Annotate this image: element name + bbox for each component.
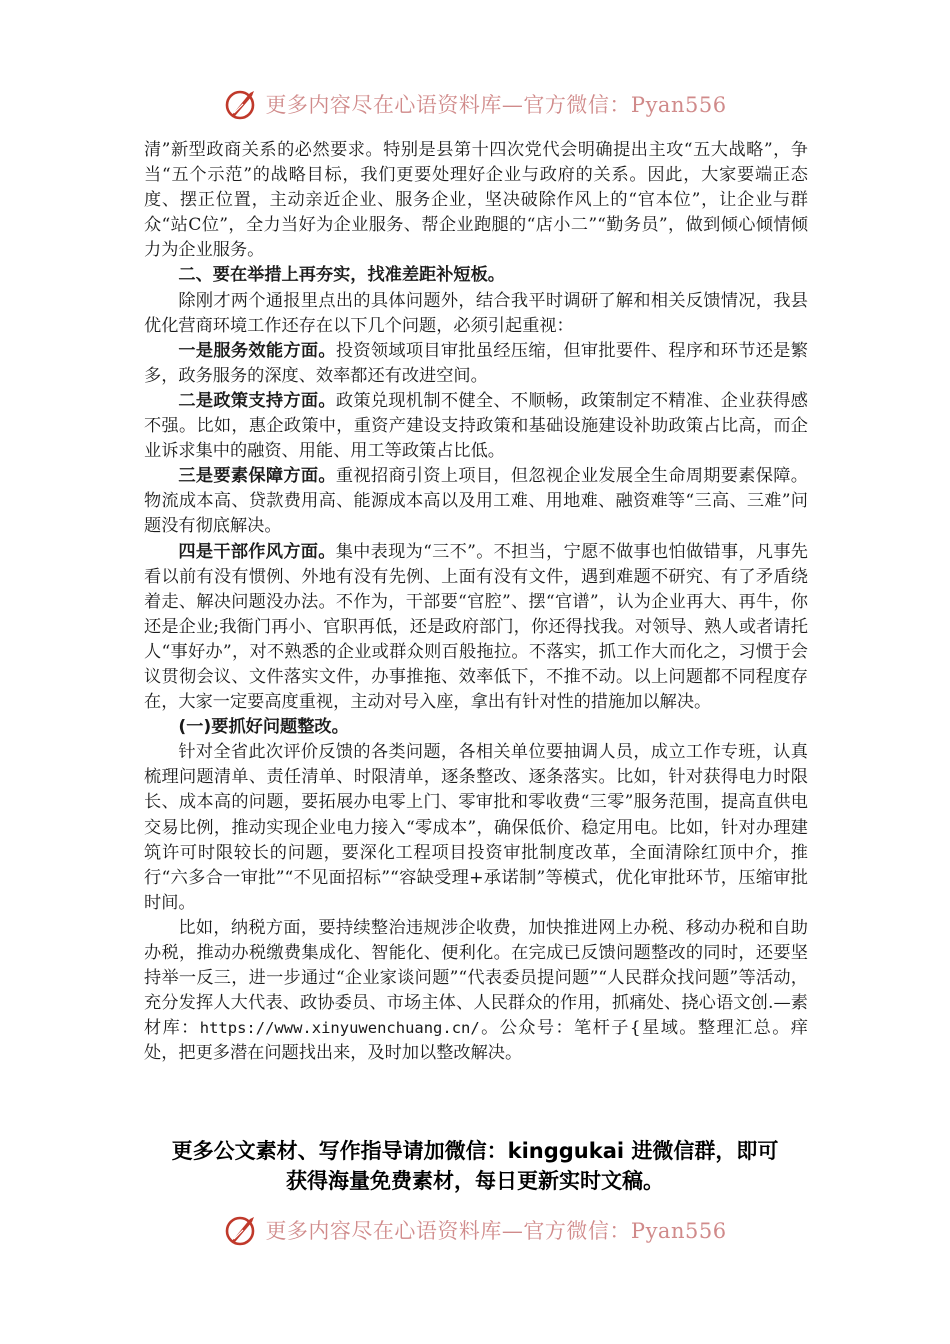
sub-heading-1: (一)要抓好问题整改。 <box>178 717 349 738</box>
quill-pen-circle-icon <box>223 86 259 122</box>
issue-item-2-text: 政策兑现机制不健全、不顺畅，政策制定不精准、企业获得感不强。比如，惠企政策中，重资产建设支持政策和基础设施建设补助政策占比高，而企业诉求集中的融资、用能、用工等政策占比低。 <box>144 390 808 462</box>
issue-item-4-text: 集中表现为“三不”。不担当，宁愿不做事也怕做错事，凡事先看以前有没有惯例、外地有没有先例、上面有没有文件，遇到难题不研究、有了矛盾绕着走、解决问题没办法。不作为，干部要“官腔”、摆“官谱”，认为企业再大、再牛，你还是企业;我衙门再小、官职再低，还是政府部门，你还得找我。对领导、熟人或者请托人“事好办”，对不熟悉的企业或群众则百般拖拉。不落实，抓工作大而化之，习惯于会议贯彻会议、文件落实文件，办事推拖、效率低下，不推不动。以上问题都不同程度存在，大家一定要高度重视，主动对号入座，拿出有针对性的措施加以解决。 <box>144 541 808 713</box>
paragraph-2: 除刚才两个通报里点出的具体问题外，结合我平时调研了解和相关反馈情况，我县优化营商环境工作还存在以下几个问题，必须引起重视： <box>144 290 808 336</box>
issue-item-1-text: 投资领域项目审批虽经压缩，但审批要件、程序和环节还是繁多，政务服务的深度、效率都还有改进空间。 <box>144 340 808 386</box>
footer-watermark <box>0 1208 950 1252</box>
issue-item-2-lead: 二是政策支持方面。 <box>178 390 336 411</box>
issue-item-4-lead: 四是干部作风方面。 <box>178 541 336 562</box>
issue-item-2 <box>144 389 808 464</box>
issue-item-3-text: 重视招商引资上项目，但忽视企业发展全生命周期要素保障。物流成本高、贷款费用高、能源成本高以及用工难、用地难、融资难等“三高、三难”问题没有彻底解决。 <box>144 466 808 537</box>
website-url: https://www.xinyuwenchuang.cn/ <box>199 1019 480 1038</box>
issue-item-3 <box>144 464 808 539</box>
watermark-text: 更多内容尽在心语资料库—官方微信：Pyan556 <box>265 1219 727 1243</box>
issue-item-3-lead: 三是要素保障方面。 <box>178 466 336 487</box>
paragraph-1: 清”新型政商关系的必然要求。特别是县第十四次党代会明确提出主攻“五大战略”，争当“五个示范”的战略目标，我们更要处理好企业与政府的关系。因此，大家要端正态度、摆正位置，主动亲近企业、服务企业，坚决破除作风上的“官本位”，让企业与群众“站C位”，全力当好为企业服务、帮企业跑腿的“店小二”“勤务员”，做到倾心倾情倾力为企业服务。 <box>144 140 808 261</box>
paragraph-4 <box>144 916 808 1067</box>
promo-line-1: 更多公文素材、写作指导请加微信：kinggukai 进微信群，即可 <box>171 1139 779 1163</box>
paragraph-4-part-b: 。公众号：笔杆子{星域。整理汇总。痒处，把更多潜在问题找出来，及时加以整改解决。 <box>144 1018 808 1064</box>
paragraph-3: 针对全省此次评价反馈的各类问题，各相关单位要抽调人员，成立工作专班，认真梳理问题清单、责任清单、时限清单，逐条整改、逐条落实。比如，针对获得电力时限长、成本高的问题，要拓展办电零上门、零审批和零收费“三零”服务范围，提高直供电交易比例，推动实现企业电力接入“零成本”，确保低价、稳定用电。比如，针对办理建筑许可时限较长的问题，要深化工程项目投资审批制度改革，全面清除红顶中介，推行“六多合一审批”“不见面招标”“容缺受理+承诺制”等模式，优化审批环节，压缩审批时间。 <box>144 742 808 913</box>
section-heading-2: 二、要在举措上再夯实，找准差距补短板。 <box>178 265 505 286</box>
issue-item-4 <box>144 540 808 716</box>
document-body <box>144 138 808 1066</box>
issue-item-1 <box>144 339 808 389</box>
paragraph-4-part-a: 比如，纳税方面，要持续整治违规涉企收费，加快推进网上办税、移动办税和自助办税，推动办税缴费集成化、智能化、便利化。在完成已反馈问题整改的同时，还要坚持举一反三，进一步通过“企业家谈问题”“代表委员提问题”“人民群众找问题”等活动，充分发挥人大代表、政协委员、市场主体、人民群众的作用，抓痛处、挠心语文创.—素材库： <box>144 917 808 1039</box>
issue-item-1-lead: 一是服务效能方面。 <box>178 340 336 361</box>
promo-banner <box>120 1136 830 1196</box>
header-watermark <box>0 82 950 126</box>
watermark-text: 更多内容尽在心语资料库—官方微信：Pyan556 <box>265 93 727 117</box>
promo-line-2: 获得海量免费素材，每日更新实时文稿。 <box>286 1169 664 1193</box>
quill-pen-circle-icon <box>223 1212 259 1248</box>
